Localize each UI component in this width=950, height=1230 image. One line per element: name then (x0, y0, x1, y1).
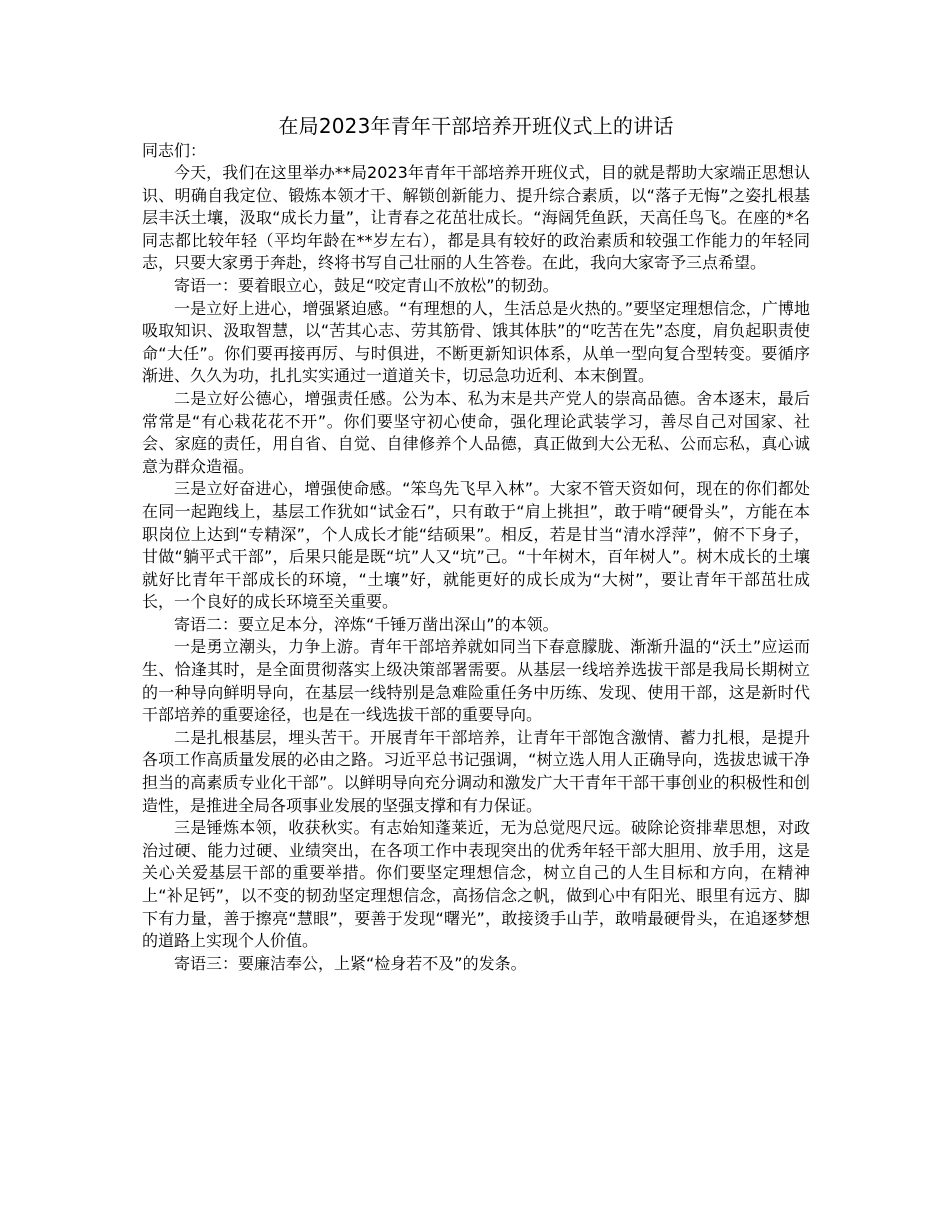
paragraph-1-2: 二是立好公德心，增强责任感。公为本、私为末是共产党人的崇高品德。舍本逐末，最后常常是“有心栽花花不开”。你们要坚守初心使命，强化理论武装学习，善尽自己对国家、社会、家庭的责任，用自省、自觉、自律修养个人品德，真正做到大公无私、公而忘私，真心诚意为群众造福。 (142, 388, 810, 476)
paragraph-opening: 今天，我们在这里举办**局2023年青年干部培养开班仪式，目的就是帮助大家端正思想认识、明确自我定位、锻炼本领才干、解锁创新能力、提升综合素质，以“落子无悔”之姿扎根基层丰沃土壤，汲取“成长力量”，让青春之花茁壮成长。“海阔凭鱼跃，天高任鸟飞。在座的*名同志都比较年轻（平均年龄在**岁左右），都是具有较好的政治素质和较强工作能力的年轻同志，只要大家勇于奔赴，终将书写自己壮丽的人生答卷。在此，我向大家寄予三点希望。 (142, 163, 810, 273)
paragraph-2-1: 一是勇立潮头，力争上游。青年干部培养就如同当下春意朦胧、渐渐升温的“沃土”应运而生、恰逢其时，是全面贯彻落实上级决策部署需要。从基层一线培养选拔干部是我局长期树立的一种导向鲜明导向，在基层一线特别是急难险重任务中历练、发现、使用干部，这是新时代干部培养的重要途径，也是在一线选拔干部的重要导向。 (142, 637, 810, 725)
document-page (142, 112, 810, 975)
heading-message-two: 寄语二：要立足本分，淬炼“千锤万凿出深山”的本领。 (174, 614, 559, 634)
heading-message-three: 寄语三：要廉洁奉公，上紧“检身若不及”的发条。 (174, 953, 527, 973)
paragraph-1-1: 一是立好上进心，增强紧迫感。“有理想的人，生活总是火热的。”要坚定理想信念，广博地吸取知识、汲取智慧，以“苦其心志、劳其筋骨、饿其体肤”的“吃苦在先”态度，肩负起职责使命“大任”。你们要再接再厉、与时俱进，不断更新知识体系，从单一型向复合型转变。要循序渐进、久久为功，扎扎实实通过一道道关卡，切忌急功近利、本末倒置。 (142, 298, 810, 386)
paragraph-2-2: 二是扎根基层，埋头苦干。开展青年干部培养，让青年干部饱含激情、蓄力扎根，是提升各项工作高质量发展的必由之路。习近平总书记强调，“树立选人用人正确导向，选拔忠诚干净担当的高素质专业化干部”。以鲜明导向充分调动和激发广大干青年干部干事创业的积极性和创造性，是推进全局各项事业发展的坚强支撑和有力保证。 (142, 727, 810, 815)
paragraph-2-3: 三是锤炼本领，收获秋实。有志始知蓬莱近，无为总觉咫尺远。破除论资排辈思想，对政治过硬、能力过硬、业绩突出，在各项工作中表现突出的优秀年轻干部大胆用、放手用，这是关心关爱基层干部的重要举措。你们要坚定理想信念，树立自己的人生目标和方向，在精神上“补足钙”，以不变的韧劲坚定理想信念，高扬信念之帆，做到心中有阳光、眼里有远方、脚下有力量，善于擦亮“慧眼”，要善于发现“曙光”，敢接烫手山芋，敢啃最硬骨头，在追逐梦想的道路上实现个人价值。 (142, 818, 810, 951)
paragraph-1-3: 三是立好奋进心，增强使命感。“笨鸟先飞早入林”。大家不管天资如何，现在的你们都处在同一起跑线上，基层工作犹如“试金石”，只有敢于“肩上挑担”，敢于啃“硬骨头”，方能在本职岗位上达到“专精深”，个人成长才能“结硕果”。相反，若是甘当“清水浮萍”，俯不下身子，甘做“躺平式干部”，后果只能是既“坑”人又“坑”己。“十年树木，百年树人”。树木成长的土壤就好比青年干部成长的环境，“土壤”好，就能更好的成长成为“大树”，要让青年干部茁壮成长，一个良好的成长环境至关重要。 (142, 479, 810, 612)
heading-message-one: 寄语一：要着眼立心，鼓足“咬定青山不放松”的韧劲。 (174, 275, 559, 295)
salutation: 同志们： (142, 141, 207, 160)
document-title: 在局2023年青年干部培养开班仪式上的讲话 (278, 114, 674, 138)
